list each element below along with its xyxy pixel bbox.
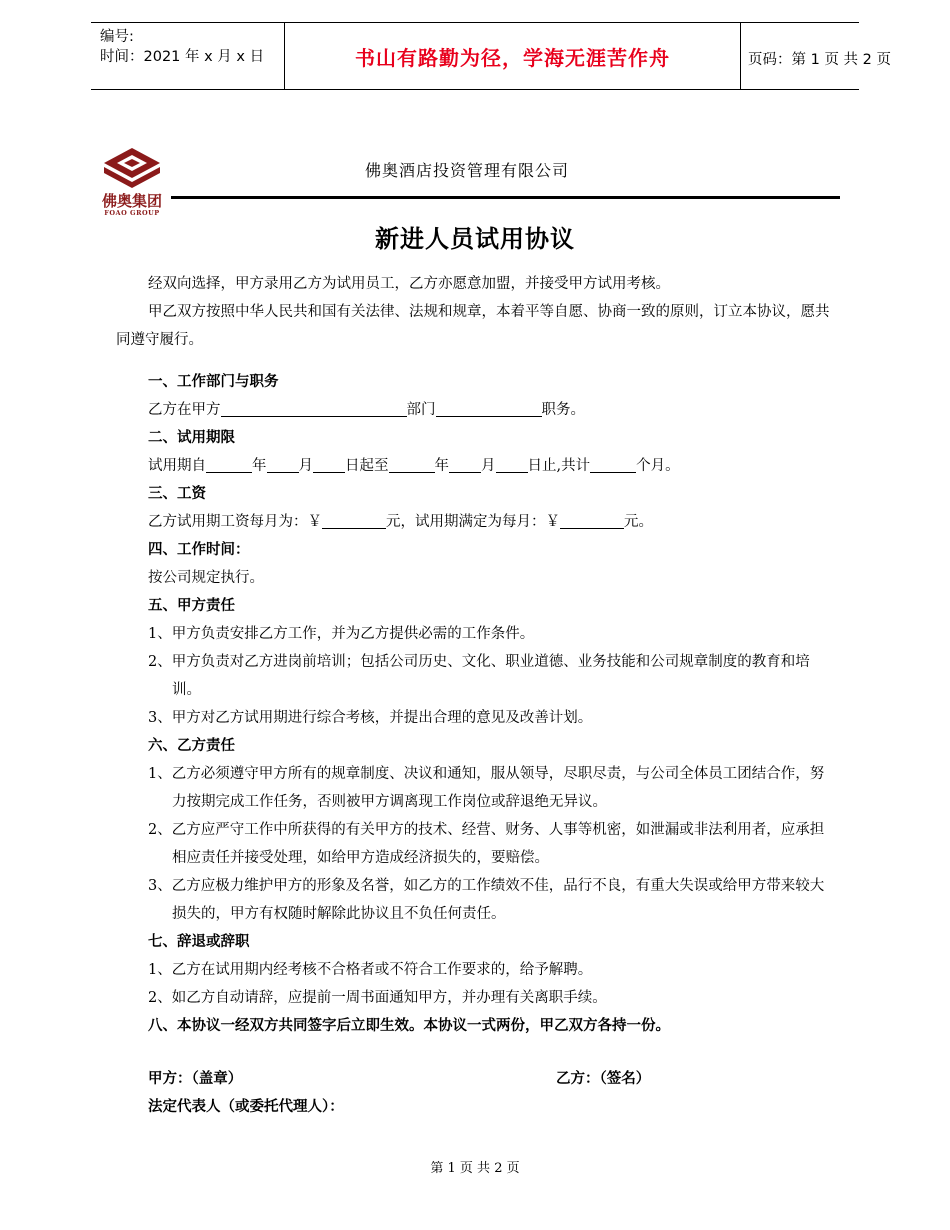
probation-period-line — [116, 452, 838, 480]
section-heading: 二、试用期限 — [148, 430, 235, 446]
section-heading: 三、工资 — [148, 486, 206, 502]
section-heading: 六、乙方责任 — [148, 738, 235, 754]
end-year-blank[interactable] — [389, 456, 435, 473]
department-blank[interactable] — [221, 400, 407, 417]
text: 月 — [298, 458, 313, 474]
section-heading: 五、甲方责任 — [148, 598, 235, 614]
end-month-blank[interactable] — [449, 456, 481, 473]
text: 元，试用期满定为每月：￥ — [386, 514, 560, 530]
document-title: 新进人员试用协议 — [375, 225, 575, 253]
header-page-cell — [740, 23, 891, 89]
start-year-blank[interactable] — [206, 456, 252, 473]
motto: 书山有路勤为径，学海无涯苦作舟 — [355, 46, 670, 70]
list-item: 3、乙方应极力维护甲方的形象及名誉，如乙方的工作绩效不佳，品行不良，有重大失误或给甲方带来较大损失的，甲方有权随时解除此协议且不负任何责任。 — [148, 878, 825, 922]
text: 年 — [434, 458, 449, 474]
text: 元。 — [624, 514, 653, 530]
page-info: 页码：第 1 页 共 2 页 — [748, 52, 891, 68]
logo-name: 佛奥集团 — [101, 192, 162, 210]
section-heading: 八、本协议一经双方共同签字后立即生效。本协议一式两份，甲乙双方各持一份。 — [148, 1018, 670, 1034]
section-heading: 七、辞退或辞职 — [148, 934, 250, 950]
start-month-blank[interactable] — [267, 456, 299, 473]
list-item: 1、乙方必须遵守甲方所有的规章制度、决议和通知，服从领导，尽职尽责，与公司全体员工团结合作，努力按期完成工作任务，否则被甲方调离现工作岗位或辞退绝无异议。 — [148, 766, 825, 810]
probation-salary-blank[interactable] — [322, 512, 386, 529]
list-item: 3、甲方对乙方试用期进行综合考核，并提出合理的意见及改善计划。 — [148, 710, 593, 726]
company-name: 佛奥酒店投资管理有限公司 — [365, 161, 570, 180]
party-a-signature: 甲方：（盖章） — [148, 1071, 243, 1087]
time-label: 时间：2021 年 x 月 x 日 — [100, 49, 265, 65]
list-item: 2、甲方负责对乙方进岗前培训；包括公司历史、文化、职业道德、业务技能和公司规章制度的教育和培训。 — [148, 654, 810, 698]
start-day-blank[interactable] — [313, 456, 345, 473]
text: 乙方试用期工资每月为：￥ — [148, 514, 322, 530]
party-b-signature: 乙方：（签名） — [556, 1071, 651, 1087]
end-day-blank[interactable] — [496, 456, 528, 473]
list-item: 2、乙方应严守工作中所获得的有关甲方的技术、经营、财务、人事等机密，如泄漏或非法利用者，应承担相应责任并接受处理，如给甲方造成经济损失的，要赔偿。 — [148, 822, 825, 866]
position-blank[interactable] — [436, 400, 542, 417]
spacer — [116, 354, 838, 368]
text: 月 — [481, 458, 496, 474]
number-label: 编号: — [100, 29, 134, 45]
page-footer: 第 1 页 共 2 页 — [430, 1161, 520, 1176]
months-total-blank[interactable] — [590, 456, 636, 473]
agreement-body — [116, 270, 838, 1040]
text: 试用期自 — [148, 458, 206, 474]
logo-subtitle: FOAO GROUP — [104, 209, 160, 217]
text: 部门 — [406, 402, 436, 418]
text: 年 — [252, 458, 267, 474]
text: 职务。 — [541, 402, 585, 418]
intro-paragraph: 经双向选择，甲方录用乙方为试用员工，乙方亦愿意加盟，并接受甲方试用考核。 — [148, 276, 670, 292]
header-motto-cell — [284, 23, 741, 89]
header-divider — [171, 196, 840, 199]
list-item: 1、乙方在试用期内经考核不合格者或不符合工作要求的，给予解聘。 — [148, 962, 593, 978]
text: 个月。 — [636, 458, 680, 474]
list-item: 1、甲方负责安排乙方工作，并为乙方提供必需的工作条件。 — [148, 626, 535, 642]
list-item: 2、如乙方自动请辞，应提前一周书面通知甲方，并办理有关离职手续。 — [148, 990, 607, 1006]
intro-paragraph: 甲乙双方按照中华人民共和国有关法律、法规和规章，本着平等自愿、协商一致的原则，订立本协议，愿共同遵守履行。 — [116, 304, 830, 348]
salary-line — [116, 508, 838, 536]
document-header — [91, 22, 891, 90]
section-heading: 一、工作部门与职务 — [148, 374, 279, 390]
department-line — [116, 396, 838, 424]
text: 乙方在甲方 — [148, 402, 221, 418]
header-meta-cell — [91, 23, 284, 89]
legal-representative-signature: 法定代表人（或委托代理人）： — [148, 1099, 344, 1115]
regular-salary-blank[interactable] — [560, 512, 624, 529]
text: 日起至 — [345, 458, 389, 474]
text: 日止,共计 — [527, 458, 591, 474]
section-heading: 四、工作时间： — [148, 542, 250, 558]
work-time-text: 按公司规定执行。 — [148, 570, 264, 586]
